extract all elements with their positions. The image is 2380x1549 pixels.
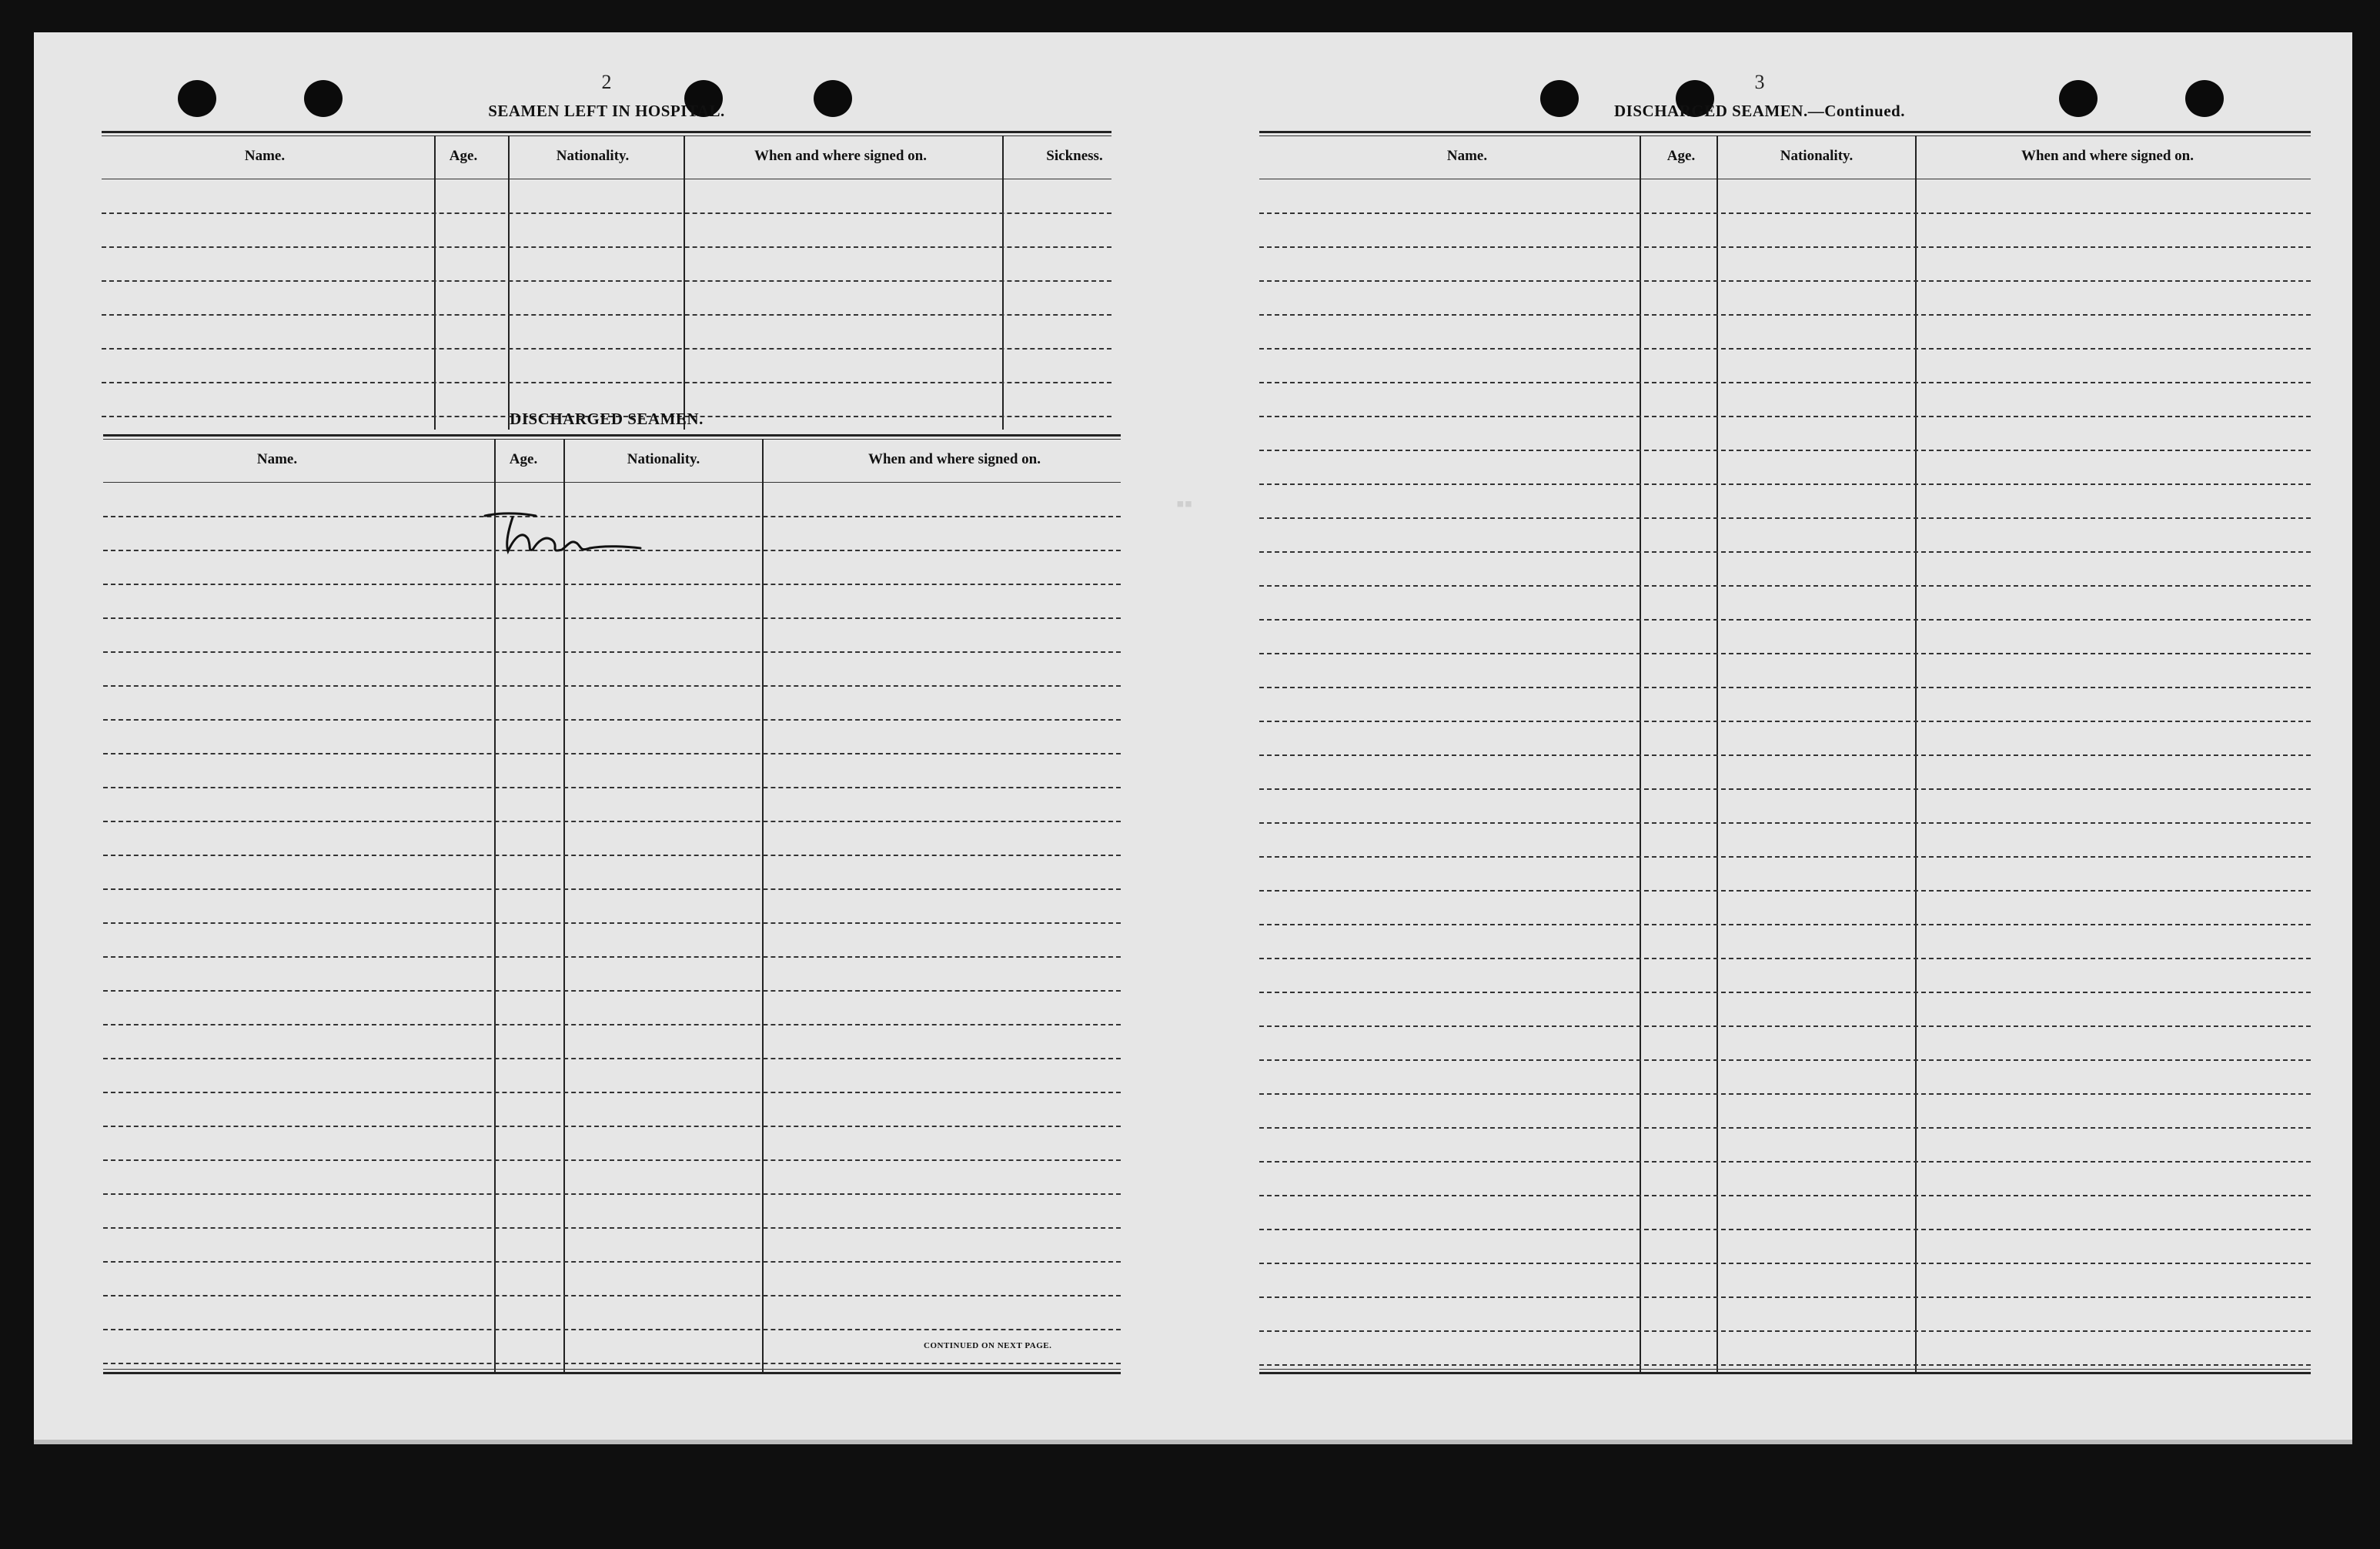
table-bottom-rule — [1259, 1372, 2311, 1374]
header-rule — [103, 482, 1121, 483]
column-header: Age. — [449, 148, 478, 164]
table-row — [103, 1159, 1121, 1161]
table-row — [1259, 1127, 2311, 1129]
document-sheet — [34, 32, 2352, 1443]
table-row — [103, 956, 1121, 958]
table-row — [1259, 246, 2311, 248]
table-row — [1259, 348, 2311, 350]
table-row — [103, 617, 1121, 619]
table-row — [1259, 1296, 2311, 1298]
table-row — [1259, 517, 2311, 519]
table-row — [1259, 788, 2311, 790]
table-row — [1259, 890, 2311, 892]
table-row — [103, 821, 1121, 822]
column-header: Nationality. — [556, 148, 630, 164]
table-row — [1259, 653, 2311, 654]
discharged-section-title: DISCHARGED SEAMEN. — [510, 410, 704, 428]
punch-hole — [814, 80, 852, 117]
table-row — [103, 1058, 1121, 1059]
table-row — [103, 1126, 1121, 1127]
table-row — [1259, 314, 2311, 316]
table-row — [1259, 1093, 2311, 1095]
left-page-number: 2 — [601, 71, 612, 93]
column-header: Nationality. — [1780, 148, 1854, 164]
table-row — [103, 1193, 1121, 1195]
table-row — [1259, 280, 2311, 282]
table-row — [1259, 1263, 2311, 1264]
table-top-rule — [1259, 131, 2311, 133]
table-row — [102, 348, 1111, 350]
table-row — [103, 1295, 1121, 1296]
table-row — [1259, 754, 2311, 756]
table-top-rule — [103, 439, 1121, 440]
column-header: Sickness. — [1046, 148, 1103, 164]
table-row — [1259, 1161, 2311, 1163]
table-row — [103, 1227, 1121, 1229]
column-header: Nationality. — [627, 451, 700, 467]
column-divider — [508, 135, 510, 430]
table-row — [103, 787, 1121, 788]
table-row — [1259, 382, 2311, 383]
table-row — [103, 685, 1121, 687]
table-row — [102, 314, 1111, 316]
table-row — [103, 1363, 1121, 1364]
table-row — [1259, 1364, 2311, 1366]
column-header: When and where signed on. — [2021, 148, 2194, 164]
table-row — [103, 719, 1121, 721]
table-row — [1259, 585, 2311, 587]
discharged-table — [103, 434, 1121, 1373]
table-row — [103, 855, 1121, 856]
punch-hole — [2059, 80, 2098, 117]
column-header: Name. — [1446, 148, 1488, 164]
table-row — [1259, 416, 2311, 417]
table-top-rule — [102, 131, 1111, 133]
table-bottom-rule — [1259, 1369, 2311, 1370]
discharged-continued-title: DISCHARGED SEAMEN.—Continued. — [1614, 102, 1905, 120]
hospital-section-title: SEAMEN LEFT IN HOSPITAL. — [488, 102, 725, 120]
column-divider — [762, 439, 764, 1373]
handwritten-entry — [482, 511, 643, 565]
column-divider — [434, 135, 436, 430]
hospital-table — [102, 131, 1111, 430]
table-row — [103, 753, 1121, 754]
table-row — [1259, 212, 2311, 214]
table-row — [1259, 483, 2311, 485]
sheet-edge — [34, 1440, 2352, 1444]
table-row — [1259, 924, 2311, 925]
table-row — [103, 651, 1121, 653]
table-top-rule — [103, 434, 1121, 437]
punch-hole — [178, 80, 216, 117]
table-row — [103, 990, 1121, 992]
table-row — [1259, 687, 2311, 688]
column-header: When and where signed on. — [754, 148, 928, 164]
column-header: When and where signed on. — [867, 451, 1041, 467]
punch-hole — [2185, 80, 2224, 117]
column-divider — [1002, 135, 1004, 430]
table-row — [1259, 856, 2311, 858]
column-header: Age. — [1666, 148, 1696, 164]
column-header: Name. — [256, 451, 298, 467]
table-bottom-rule — [103, 1369, 1121, 1370]
table-row — [1259, 822, 2311, 824]
table-row — [102, 382, 1111, 383]
table-row — [102, 280, 1111, 282]
continued-note: CONTINUED ON NEXT PAGE. — [924, 1341, 1052, 1350]
table-row — [1259, 992, 2311, 993]
table-bottom-rule — [103, 1372, 1121, 1374]
discharged-continued-table — [1259, 131, 2311, 1373]
column-divider — [563, 439, 565, 1373]
table-row — [1259, 1059, 2311, 1061]
table-top-rule — [102, 135, 1111, 136]
table-row — [103, 888, 1121, 890]
column-header: Name. — [244, 148, 286, 164]
table-row — [103, 1024, 1121, 1025]
column-header: Age. — [509, 451, 538, 467]
table-row — [1259, 1229, 2311, 1230]
table-row — [103, 1092, 1121, 1093]
table-row — [103, 1329, 1121, 1330]
right-page-number: 3 — [1754, 71, 1765, 93]
table-row — [103, 584, 1121, 585]
table-top-rule — [1259, 135, 2311, 136]
table-row — [1259, 1025, 2311, 1027]
table-row — [103, 922, 1121, 924]
table-row — [1259, 721, 2311, 722]
bleed-through-mark: ▪▪ — [1176, 491, 1193, 517]
table-row — [1259, 958, 2311, 959]
punch-hole — [304, 80, 343, 117]
punch-hole — [1540, 80, 1579, 117]
column-divider — [494, 439, 496, 1373]
table-row — [102, 212, 1111, 214]
table-row — [102, 246, 1111, 248]
table-row — [1259, 551, 2311, 553]
table-row — [1259, 1195, 2311, 1196]
table-row — [1259, 1330, 2311, 1332]
table-row — [1259, 619, 2311, 621]
column-divider — [684, 135, 685, 430]
table-row — [103, 1261, 1121, 1263]
table-row — [1259, 450, 2311, 451]
